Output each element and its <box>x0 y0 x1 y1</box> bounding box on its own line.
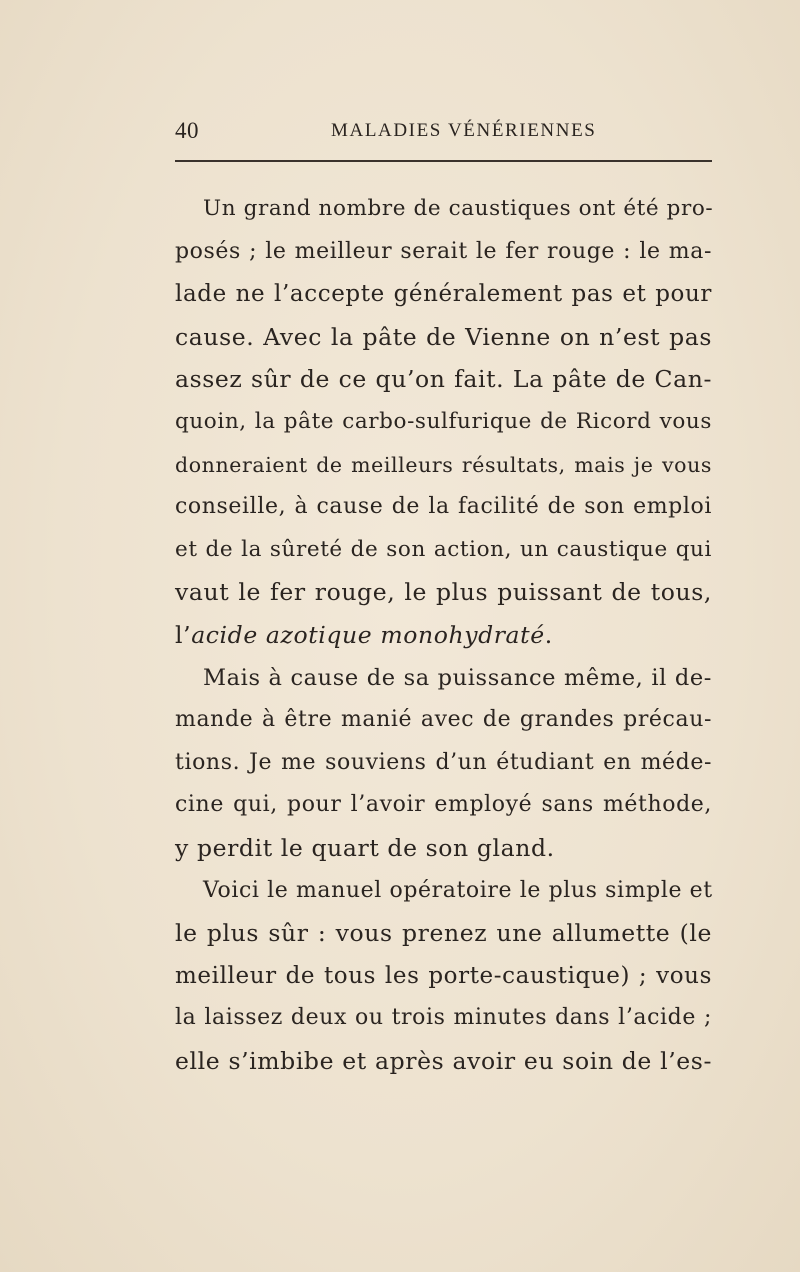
header-rule <box>175 160 712 162</box>
text-line: mande à être manié avec de grandes précau- <box>175 707 712 733</box>
text-line: posés ; le meilleur serait le fer rouge : le ma- <box>175 238 712 264</box>
text-line: cause. Avec la pâte de Vienne on n’est pas <box>175 322 712 351</box>
italic-phrase: acide azotique monohydraté <box>191 620 545 649</box>
text-line: vaut le fer rouge, le plus puissant de tous, <box>175 578 712 607</box>
text-line: donneraient de meilleurs résultats, mais je vous <box>175 452 712 477</box>
text-line: lade ne l’accepte généralement pas et pour <box>175 281 712 308</box>
text-fragment: l’ <box>175 620 192 649</box>
text-line: la laissez deux ou trois minutes dans l’acide ; <box>175 1005 712 1031</box>
text-line: assez sûr de ce qu’on fait. La pâte de Can- <box>175 365 712 394</box>
text-line: conseille, à cause de la facilité de son emploi <box>175 494 712 520</box>
text-line: Voici le manuel opératoire le plus simple et <box>203 877 713 903</box>
text-line: y perdit le quart de son gland. <box>175 833 555 862</box>
running-title: MALADIES VÉNÉRIENNES <box>331 120 597 141</box>
text-line: Mais à cause de sa puissance même, il de- <box>203 664 712 691</box>
text-fragment: . <box>544 620 553 649</box>
text-line: le plus sûr : vous prenez une allumette (le <box>175 919 712 948</box>
page-number: 40 <box>175 118 199 143</box>
text-line: quoin, la pâte carbo-sulfurique de Ricord vous <box>175 408 712 434</box>
text-line: tions. Je me souviens d’un étudiant en méde- <box>175 749 712 775</box>
text-line: meilleur de tous les porte-caustique) ; vous <box>175 962 712 989</box>
body-text <box>175 188 712 1082</box>
text-line: Un grand nombre de caustiques ont été pro- <box>203 196 714 221</box>
text-line: elle s’imbibe et après avoir eu soin de l’es- <box>175 1046 712 1075</box>
text-line: et de la sûreté de son action, un caustique qui <box>175 536 712 562</box>
running-head <box>175 118 710 148</box>
text-line: cine qui, pour l’avoir employé sans méthode, <box>175 792 712 818</box>
text-line <box>175 614 712 657</box>
